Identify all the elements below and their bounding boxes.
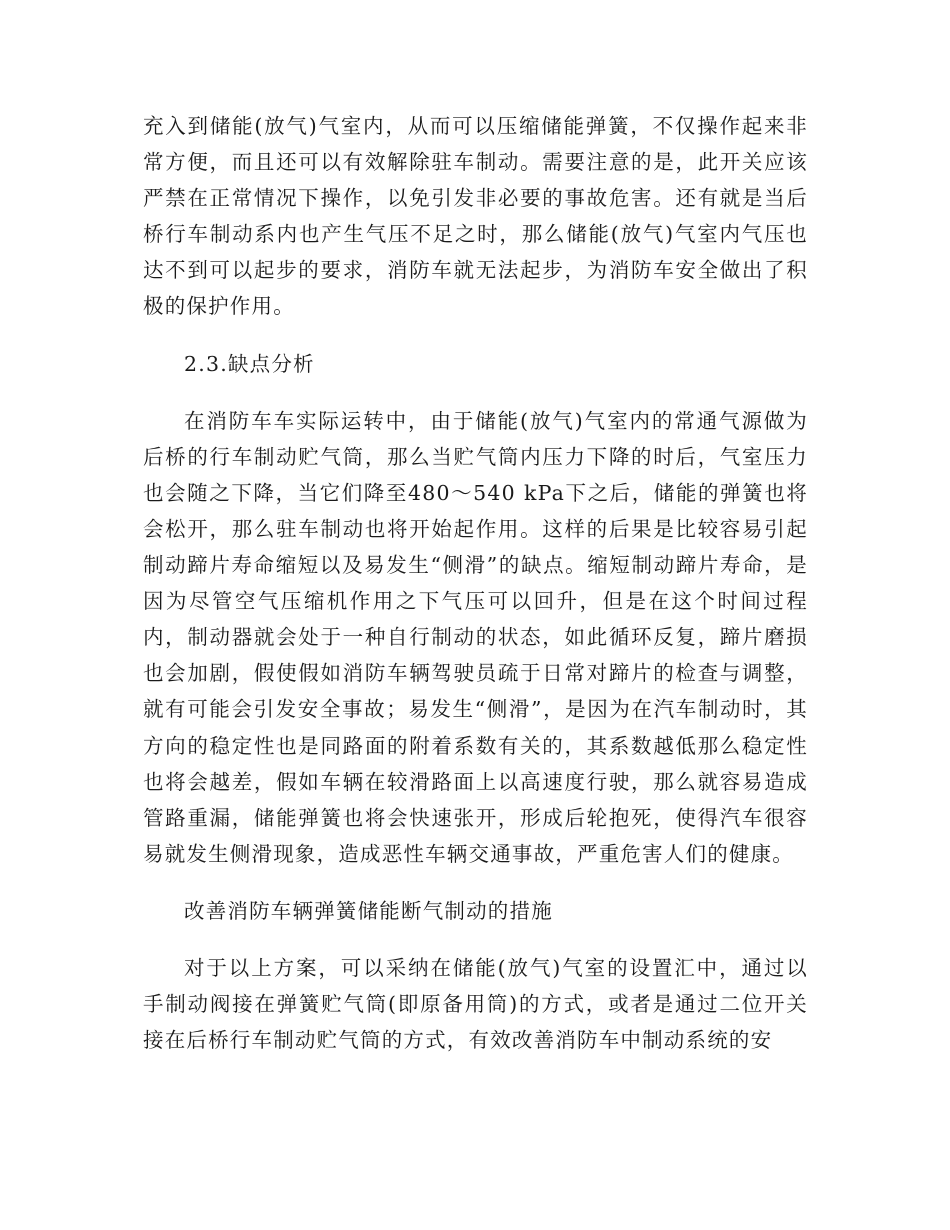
section-heading-improvements: 改善消防车辆弹簧储能断气制动的措施: [184, 898, 553, 923]
paragraph-disadvantages: 在消防车车实际运转中，由于储能(放气)气室内的常通气源做为后桥的行车制动贮气筒，那么当贮气筒内压力下降的时后，气室压力也会随之下降，当它们降至480～540 kPa下之后，储能的弹簧也将会松开，那么驻车制动也将开始起作用。这样的后果是比较容易引起制动蹄片寿命缩短以及易发生“侧滑”的缺点。缩短制动蹄片寿命，是因为尽管空气压缩机作用之下气压可以回升，但是在这个时间过程内，制动器就会处于一种自行制动的状态，如此循环反复，蹄片磨损也会加剧，假使假如消防车辆驾驶员疏于日常对蹄片的检查与调整，就有可能会引发安全事故；易发生“侧滑”，是因为在汽车制动时，其方向的稳定性也是同路面的附着系数有关的，其系数越低那么稳定性也将会越差，假如车辆在较滑路面上以高速度行驶，那么就容易造成管路重漏，储能弹簧也将会快速张开，形成后轮抱死，使得汽车很容易就发生侧滑现象，造成恶性车辆交通事故，严重危害人们的健康。: [143, 408, 808, 866]
paragraph-continuation: 充入到储能(放气)气室内，从而可以压缩储能弹簧，不仅操作起来非常方便，而且还可以有效解除驻车制动。需要注意的是，此开关应该严禁在正常情况下操作，以免引发非必要的事故危害。还有就是当后桥行车制动系内也产生气压不足之时，那么储能(放气)气室内气压也达不到可以起步的要求，消防车就无法起步，为消防车安全做出了积极的保护作用。: [143, 114, 808, 319]
document-body: [143, 108, 808, 1079]
section-heading-disadvantages: 2.3.缺点分析: [184, 351, 315, 376]
paragraph-improvements: 对于以上方案，可以采纳在储能(放气)气室的设置汇中，通过以手制动阀接在弹簧贮气筒(即原备用筒)的方式，或者是通过二位开关接在后桥行车制动贮气筒的方式，有效改善消防车中制动系统的安: [143, 955, 808, 1053]
